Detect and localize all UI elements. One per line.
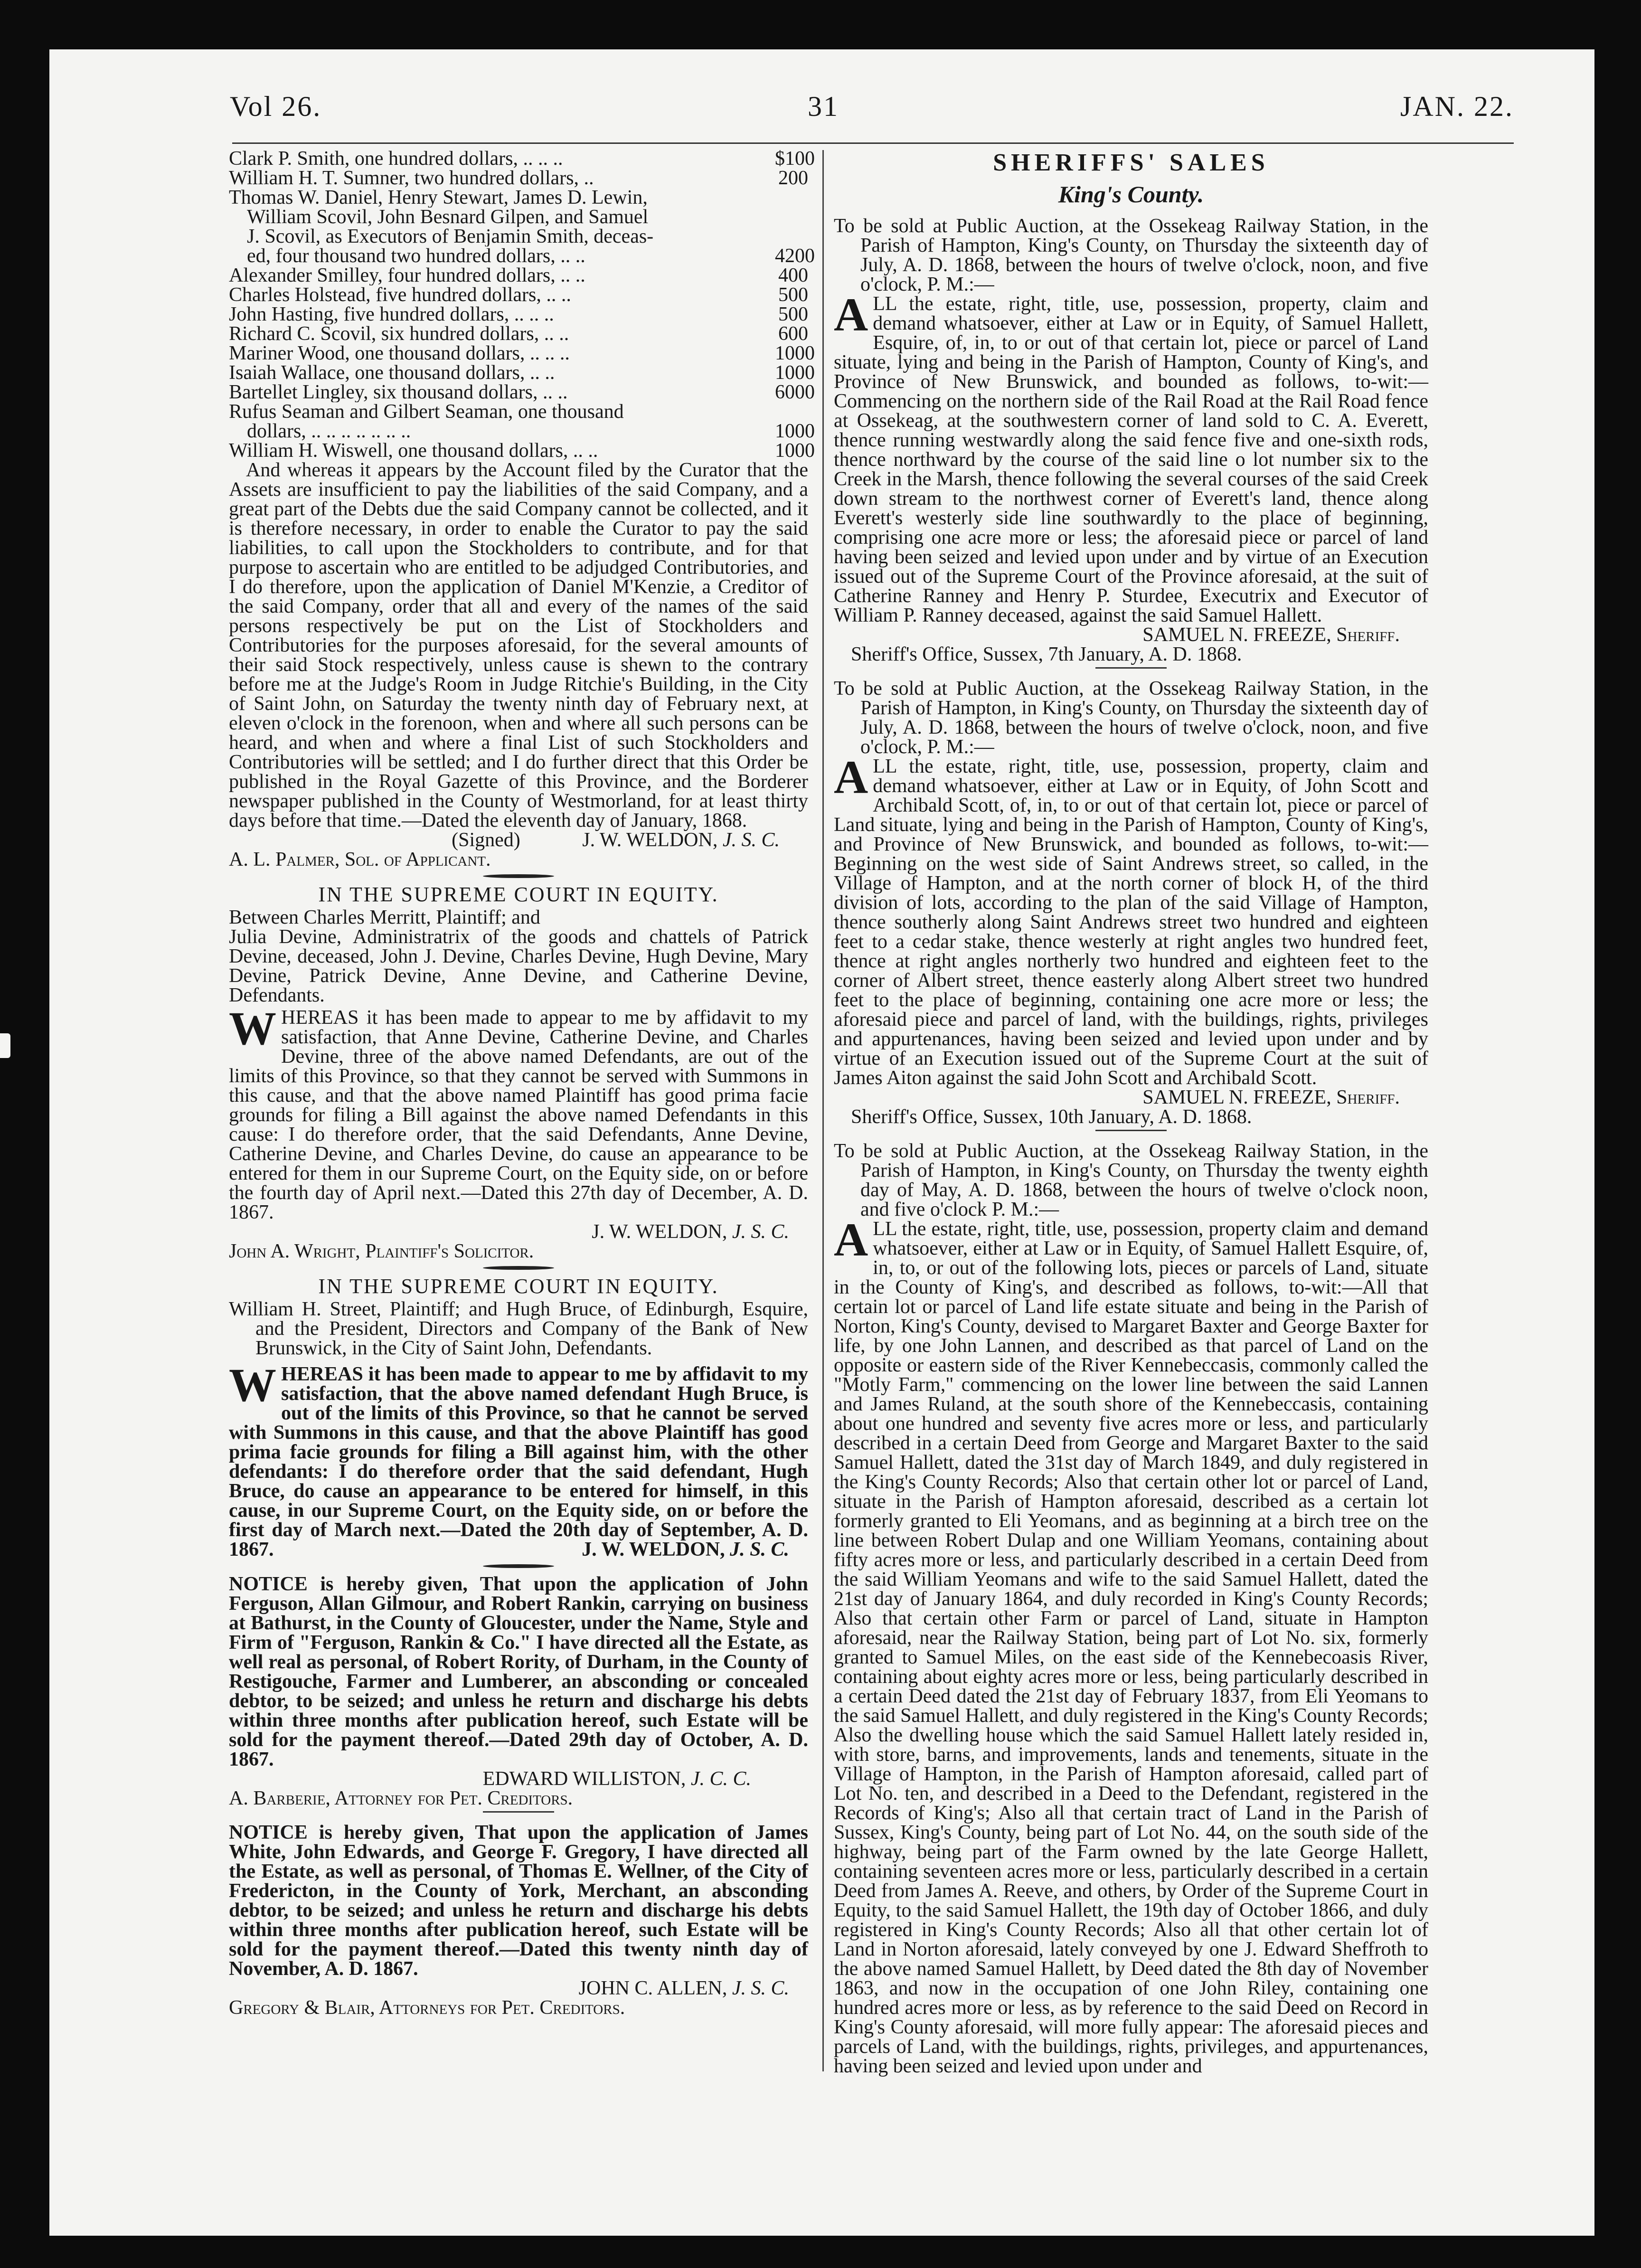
contributor-amount: 1000 <box>775 342 815 364</box>
sale-notice-1 <box>834 217 1428 669</box>
contributor-row <box>229 227 808 246</box>
drop-cap: W <box>229 1002 276 1055</box>
contributor-name: Alexander Smilley, four hundred dollars, .. .. <box>229 266 585 285</box>
short-rule <box>483 1811 554 1813</box>
sale-body-text: LL the estate, right, title, use, possession, property, claim and demand whatsoever, either at Law or in Equity, of John Scott and Archibald Scott, of, in, to or out of that certain lot, piece or parcel of Land situate, lying and being in the Parish of Hampton, County of King's, and Province of New Brunswick, and bounded as follows, to-wit:—Beginning on the west side of Saint Andrews street, so called, in the Village of Hampton, and at the north corner of block H, of the third division of lots, according to the plan of the said Village of Hampton, thence southerly along Saint Andrews street two hundred and eighteen feet to a cedar stake, thence westerly at right angles two hundred feet, thence at right angles northerly two hundred and eighteen feet to the corner of Albert street, thence easterly along Albert street two hundred feet to the place of beginning, containing one acre more or less; the aforesaid piece and parcel of land, with the buildings, rights, privileges and appurtenances, having been seized and levied upon under and by virtue of an Execution issued out of the Supreme Court at the suit of James Aiton against the said John Scott and Archibald Scott. <box>834 756 1428 1089</box>
contributor-amount: 200 <box>778 167 808 189</box>
contributor-name: Charles Holstead, five hundred dollars, .. .. <box>229 285 571 305</box>
page-edge-mark <box>0 1033 10 1058</box>
notice-wellner-text: NOTICE is hereby given, That upon the application of James White, John Edwards, and George F. Gregory, I have directed all the Estate, as well as personal, of Thomas E. Wellner, of the City of Fredericton, in the County of York, Merchant, an absconding debtor, to be seized; and unless he return and discharge his debts within three months after publication hereof, such Estate will be sold for the payment thereof.—Dated this twenty ninth day of November, A. D. 1867. <box>229 1822 808 1980</box>
sheriff-name: SAMUEL N. FREEZE, <box>1142 624 1331 646</box>
ornament-divider <box>229 1564 808 1568</box>
contributor-name: John Hasting, five hundred dollars, .. .. .. <box>229 305 554 324</box>
contributor-row <box>229 305 808 324</box>
street-notice-text: HEREAS it has been made to appear to me by affidavit to my satisfaction, that the above named defendant Hugh Bruce, is out of the limits of this Province, so that he cannot be served with Summons in this cause, and that the above Plaintiff has good prima facie grounds for filing a Bill against him, with the other defendants: I do therefore order that the said defendant, Hugh Bruce, do cause an appearance to be entered for himself, in this cause, in our Supreme Court, on the Equity side, on or before the first day of March next.—Dated the 20th day of September, A. D. 1867. <box>229 1363 808 1560</box>
contributor-name: William Scovil, John Besnard Gilpen, and Samuel <box>247 208 649 227</box>
contributor-row <box>229 342 815 364</box>
solicitor-line: John A. Wright, Plaintiff's Solicitor. <box>229 1240 534 1262</box>
contributor-row <box>229 169 808 188</box>
judge-title: J. S. C. <box>722 829 780 851</box>
contributor-name: Clark P. Smith, one hundred dollars, .. .. .. <box>229 149 563 169</box>
contributor-amount: $100 <box>775 148 815 170</box>
sale-intro: To be sold at Public Auction, at the Ossekeag Railway Station, in the Parish of Hampton, in King's County, on Thursday the sixteenth day of July, A. D. 1868, between the hours of twelve o'clock, noon, and five o'clock, P. M.:— <box>834 678 1428 758</box>
ornament-divider <box>229 1266 808 1270</box>
merritt-notice-body <box>229 1002 808 1223</box>
contributor-amount: 1000 <box>775 420 815 442</box>
judge-name: J. W. WELDON, <box>592 1221 727 1243</box>
left-column <box>229 148 815 2019</box>
curator-order-text: And whereas it appears by the Account filed by the Curator that the Assets are insufficient to pay the liabilities of the said Company, and a great part of the Debts due the said Company cannot be collected, and it is therefore necessary, in order to enable the Curator to pay the said liabilities, to call upon the Stockholders to contribute, and for that purpose to ascertain who are entitled to be adjudged Contributories, and I do therefore, upon the application of Daniel M'Kenzie, a Creditor of the said Company, order that all and every of the names of the said persons respectively be put on the List of Stockholders and Contributories for the purposes aforesaid, for the several amounts of their said Stock respectively, unless cause is shewn to the contrary before me at the Judge's Room in Judge Ritchie's Building, in the City of Saint John, on Saturday the twenty ninth day of February next, at eleven o'clock in the forenoon, when and where all such persons can be heard, and when and where a final List of such Stockholders and Contributories will be settled; and I do further direct that this Order be published in the Royal Gazette of this Province, and the Borderer newspaper published in the County of Westmorland, for at least thirty days before that time.—Dated the eleventh day of January, 1868. <box>229 459 808 832</box>
contributor-row <box>229 381 815 403</box>
sheriffs-sales-title: SHERIFFS' SALES <box>993 149 1269 176</box>
contributor-amount: 1000 <box>775 362 815 384</box>
contributor-name: ed, four thousand two hundred dollars, .. .. <box>247 246 585 266</box>
sale-body <box>834 288 1428 626</box>
street-heading: IN THE SUPREME COURT IN EQUITY. <box>318 1275 719 1298</box>
contributor-row <box>229 440 815 462</box>
judge-title: J. S. C. <box>730 1539 789 1560</box>
sale-intro: To be sold at Public Auction, at the Ossekeag Railway Station, in the Parish of Hampton, King's County, on Thursday the sixteenth day of July, A. D. 1868, between the hours of twelve o'clock, noon, and five o'clock, P. M.:— <box>834 215 1428 295</box>
notice-rority-text: NOTICE is hereby given, That upon the application of John Ferguson, Allan Gilmour, and Robert Rankin, carrying on business at Bathurst, in the County of Gloucester, under the Name, Style and Firm of "Ferguson, Rankin & Co." I have directed all the Estate, as well real as personal, of Robert Rority, of Durham, in the County of Restigouche, Farmer and Lumberer, an absconding or concealed debtor, to be seized; and unless he return and discharge his debts within three months after publication hereof, such Estate will be sold for the payment thereof.—Dated 29th day of October, A. D. 1867. <box>229 1573 808 1770</box>
sheriff-signature <box>834 1088 1428 1107</box>
contributor-amount: 4200 <box>775 245 815 267</box>
judge-name: J. W. WELDON, <box>582 1539 725 1560</box>
merritt-parties-line: Between Charles Merritt, Plaintiff; and <box>229 907 540 928</box>
sheriff-name: SAMUEL N. FREEZE, <box>1142 1087 1331 1108</box>
drop-cap: W <box>229 1359 276 1411</box>
issue-date: JAN. 22. <box>1400 91 1514 122</box>
sale-body <box>834 751 1428 1089</box>
attorney-line: Gregory & Blair, Attorneys for Pet. Creditors. <box>229 1997 625 2019</box>
merritt-heading: IN THE SUPREME COURT IN EQUITY. <box>318 883 719 906</box>
contributor-amount: 500 <box>778 303 808 325</box>
contributor-amount: 6000 <box>775 381 815 403</box>
contributor-row <box>229 188 808 208</box>
contributors-list <box>229 148 815 462</box>
sale-body <box>834 1213 1428 2077</box>
judge-name: JOHN C. ALLEN, <box>578 1977 727 1999</box>
sheriff-office-line: Sheriff's Office, Sussex, 10th January, A. D. 1868. <box>851 1106 1252 1128</box>
judge-name: EDWARD WILLISTON, <box>482 1768 686 1790</box>
contributor-row <box>229 362 815 384</box>
judge-title: J. C. C. <box>690 1768 751 1790</box>
drop-cap: A <box>834 1213 868 1266</box>
merritt-notice-text: HEREAS it has been made to appear to me by affidavit to my satisfaction, that Anne Devine, Catherine Devine, and Charles Devine, three of the above named Defendants, are out of the limits of this Province, so that they cannot be served with Summons in this cause, and that the above named Plaintiff has good prima facie grounds for filing a Bill against the above named Defendants in this cause: I do therefore order, that the said Defendants, Anne Devine, Catherine Devine, and Charles Devine, do cause an appearance to be entered for them in our Supreme Court, on the Equity side, on or before the fourth day of April next.—Dated this 27th day of December, A. D. 1867. <box>229 1007 808 1223</box>
contributor-name: Mariner Wood, one thousand dollars, .. .. .. <box>229 344 570 363</box>
contributor-name: J. Scovil, as Executors of Benjamin Smith, deceas- <box>247 227 654 246</box>
contributor-amount: 1000 <box>775 440 815 462</box>
contributor-name: Richard C. Scovil, six hundred dollars, .. .. <box>229 324 569 344</box>
merritt-signature <box>229 1222 808 1242</box>
attorney-line: A. Barberie, Attorney for Pet. Creditors. <box>229 1787 573 1809</box>
contributor-row <box>229 266 808 285</box>
contributor-name: Isaiah Wallace, one thousand dollars, .. .. <box>229 363 555 383</box>
column-divider <box>822 150 824 2071</box>
contributor-name: Rufus Seaman and Gilbert Seaman, one thousand <box>229 402 624 422</box>
contributor-amount: 400 <box>778 265 808 286</box>
contributor-row <box>229 420 815 442</box>
judge-title: J. S. C. <box>732 1977 789 1999</box>
sheriff-title: Sheriff. <box>1336 624 1400 646</box>
contributor-row <box>229 208 808 227</box>
contributor-amount: 600 <box>778 323 808 345</box>
contributor-row <box>229 285 808 305</box>
page-header <box>49 73 1594 140</box>
volume-label: Vol 26. <box>230 91 322 122</box>
sheriff-signature <box>834 625 1428 645</box>
contributor-name: Thomas W. Daniel, Henry Stewart, James D. Lewin, <box>229 188 648 208</box>
county-heading: King's County. <box>1058 181 1204 208</box>
contributor-name: William H. T. Sumner, two hundred dollars, .. <box>229 169 594 188</box>
ornament-divider <box>229 874 808 878</box>
street-signature <box>229 1540 808 1559</box>
contributor-row <box>229 148 815 170</box>
sale-notice-3 <box>834 1142 1428 2076</box>
street-notice-body <box>229 1359 808 1560</box>
sheriff-office-line: Sheriff's Office, Sussex, 7th January, A. D. 1868. <box>851 643 1242 665</box>
right-column <box>834 149 1428 2076</box>
drop-cap: A <box>834 288 868 341</box>
drop-cap: A <box>834 751 868 803</box>
gazette-page <box>49 49 1594 2236</box>
solicitor-line: A. L. Palmer, Sol. of Applicant. <box>229 849 491 870</box>
sale-body-text: LL the estate, right, title, use, possession, property claim and demand whatsoever, either at Law or in Equity, of Samuel Hallett Esquire, of, in, to, or out of the following lots, pieces or parcels of Land, situate in the County of King's, and described as follows, to-wit:—All that certain lot or parcel of Land life estate situate and being in the Parish of Norton, King's County, devised to Margaret Baxter and George Baxter for life, by one John Lannen, and described as that parcel of Land on the opposite or eastern side of the River Kennebeccasis, commonly called the "Motly Farm," commencing on the lower line between the said Lannen and James Ruland, at the south shore of the Kennebeccasis, containing about one hundred and seventy five acres more or less, and particularly described in a certain Deed from George and Margaret Baxter to the said Samuel Hallett, dated the 31st day of March 1849, and duly registered in the King's County Records; Also that certain other lot or parcel of Land, situate in the Parish of Hampton aforesaid, described as a certain lot formerly granted to Eli Yeomans, and as beginning at a birch tree on the line between Robert Dulap and one William Yeomans, containing about fifty acres more or less, and particularly described in a certain Deed from the said William Yeomans and wife to the said Samuel Hallett, dated the 21st day of January 1864, and duly recorded in King's County Records; Also that certain other Farm or parcel of Land, situate in Hampton aforesaid, near the Railway Station, being part of Lot No. six, formerly granted to Samuel Miles, on the east side of the Kennebecoasis River, containing about eighty acres more or less, being particularly described in a certain Deed dated the 21st day of February 1837, from Eli Yeomans to the said Samuel Hallett, and duly registered in the King's County Records; Also the dwelling house which the said Samuel Hallett lately resided in, with store, barns, and improvements, lands and tenements, situate in the Village of Hampton, in the Parish of Hampton aforesaid, called part of Lot No. ten, and described in a Deed to the Defendant, registered in the Records of King's; Also all that certain tract of Land in the Parish of Sussex, King's County, being part of Lot No. 44, on the south side of the highway, being part of the Farm owned by the late George Hallett, containing seventeen acres more or less, particularly described in a certain Deed from James A. Reeve, and others, by Order of the Supreme Court in Equity, to the said Samuel Hallett, the 19th day of October 1866, and duly registered in King's County Records; Also all that other certain lot of Land in Norton aforesaid, lately conveyed by one J. Edward Sheffroth to the above named Samuel Hallett, by Deed dated the 8th day of November 1863, and now in the occupation of one John Riley, containing one hundred acres more or less, as by reference to the said Deed on Record in King's County aforesaid, will more fully appear: The aforesaid pieces and parcels of Land, with the buildings, rights, privileges, and appurtenances, having been seized and levied upon under and <box>834 1218 1428 2077</box>
signed-label: (Signed) <box>452 829 520 851</box>
header-rule <box>232 142 1514 144</box>
contributor-name: William H. Wiswell, one thousand dollars, .. .. <box>229 441 598 461</box>
contributor-row <box>229 402 808 422</box>
notice-rority-signature <box>229 1769 808 1789</box>
sale-body-text: LL the estate, right, title, use, possession, property, claim and demand whatsoever, either at Law or in Equity, of Samuel Hallett, Esquire, of, in, to or out of that certain lot, piece or parcel of Land situate, lying and being in the Parish of Hampton, County of King's, and Province of New Brunswick, and bounded as follows, to-wit:—Commencing on the northern side of the Rail Road at the Rail Road fence at Ossekeag, at the southwestern corner of land sold to C. A. Everett, thence running westwardly along the said fence five and one-sixth rods, thence northward by the course of the said line o lot number six to the Creek in the Marsh, thence following the several courses of the said Creek down stream to the northwest corner of Everett's land, thence along Everett's westerly side line southwardly to the place of beginning, comprising one acre more or less; the aforesaid piece or parcel of land having been seized and levied upon under and by virtue of an Execution issued out of the Supreme Court of the Province aforesaid, at the suit of Catherine Ranney and Henry P. Sturdee, Executrix and Executor of William P. Ranney deceased, against the said Samuel Hallett. <box>834 293 1428 626</box>
merritt-defendants: Julia Devine, Administratrix of the goods and chattels of Patrick Devine, deceased, John J. Devine, Charles Devine, Hugh Devine, Mary Devine, Patrick Devine, Anne Devine, and Catherine Devine, Defendants. <box>229 926 808 1006</box>
sheriff-title: Sheriff. <box>1336 1087 1400 1108</box>
contributor-amount: 500 <box>778 284 808 306</box>
contributor-name: Bartellet Lingley, six thousand dollars, .. .. <box>229 383 568 402</box>
page-number: 31 <box>808 91 839 122</box>
contributor-row <box>229 324 808 344</box>
short-rule <box>1095 1130 1167 1131</box>
notice-wellner-signature <box>229 1979 808 1998</box>
contributor-name: dollars, .. .. .. .. .. .. .. <box>247 422 411 441</box>
sale-notice-2 <box>834 679 1428 1131</box>
judge-title: J. S. C. <box>732 1221 789 1243</box>
order-signature <box>229 831 808 850</box>
street-parties: William H. Street, Plaintiff; and Hugh Bruce, of Edinburgh, Esquire, and the President, Directors and Company of the Bank of New Brunswick, in the City of Saint John, Defendants. <box>229 1298 808 1359</box>
judge-name: J. W. WELDON, <box>582 829 718 851</box>
sale-intro: To be sold at Public Auction, at the Ossekeag Railway Station, in the Parish of Hampton, in King's County, on Thursday the twenty eighth day of May, A. D. 1868, between the hours of twelve o'clock noon, and five o'clock P. M.:— <box>834 1140 1428 1220</box>
short-rule <box>1095 667 1167 669</box>
contributor-row <box>229 245 815 267</box>
